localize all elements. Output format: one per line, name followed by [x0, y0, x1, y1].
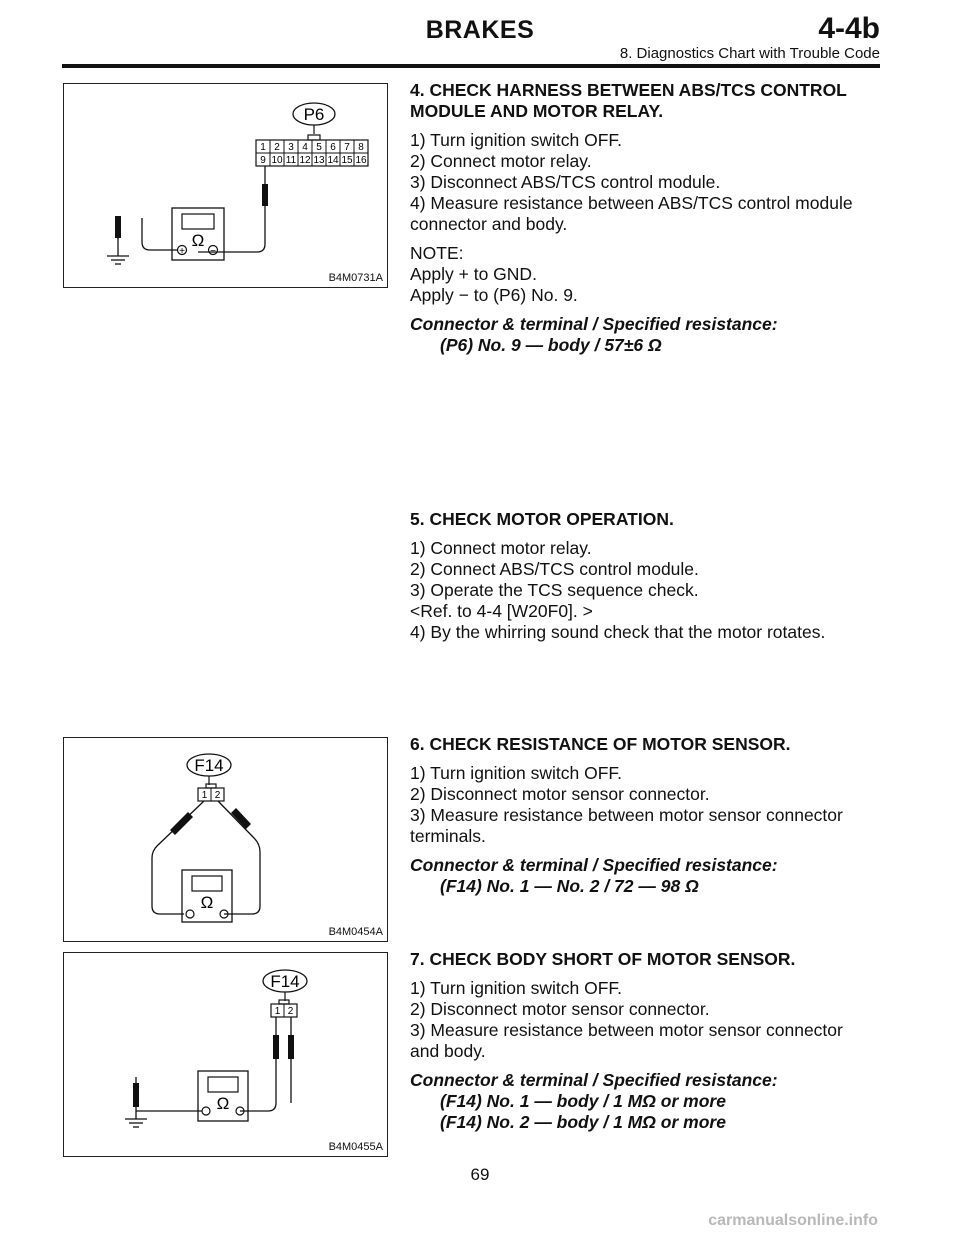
minus-terminal: −	[210, 246, 216, 257]
spec-title: Connector & terminal / Specified resistance:	[410, 314, 778, 334]
section-5-heading: 5. CHECK MOTOR OPERATION.	[410, 509, 674, 529]
header-title: BRAKES	[425, 16, 535, 44]
step: 3) Measure resistance between motor sensor connector	[410, 805, 843, 825]
step: 1) Connect motor relay.	[410, 538, 592, 558]
step: 1) Turn ignition switch OFF.	[410, 763, 623, 783]
connector-label-f14: F14	[270, 972, 300, 991]
pin-7: 7	[344, 142, 350, 153]
ohm-symbol: Ω	[191, 231, 205, 250]
connector-label-f14: F14	[194, 756, 224, 775]
header-rule	[62, 64, 880, 68]
pin-4: 4	[302, 142, 308, 153]
section-4-heading: 4. CHECK HARNESS BETWEEN ABS/TCS CONTROL MODULE AND MOTOR RELAY.	[410, 80, 847, 121]
step: 2) Disconnect motor sensor connector.	[410, 999, 710, 1019]
pin-10: 10	[271, 155, 283, 166]
pin-2: 2	[287, 1006, 294, 1017]
step: and body.	[410, 1041, 486, 1061]
pin-1: 1	[260, 142, 266, 153]
reference: <Ref. to 4-4 [W20F0]. >	[410, 601, 593, 621]
ohm-symbol: Ω	[200, 893, 214, 912]
connector-label-p6: P6	[303, 105, 325, 124]
spec-line: (F14) No. 1 — No. 2 / 72 — 98 Ω	[440, 876, 699, 896]
section-7	[410, 949, 880, 1133]
harness-diagram-f14-b	[64, 953, 387, 1156]
pin-3: 3	[288, 142, 294, 153]
figure-f14-resistance	[63, 737, 388, 942]
figure-caption: B4M0454A	[328, 926, 383, 938]
pin-15: 15	[341, 155, 353, 166]
note-line: Apply − to (P6) No. 9.	[410, 285, 578, 305]
step: 2) Connect motor relay.	[410, 151, 592, 171]
pin-2: 2	[274, 142, 280, 153]
spec-line: (F14) No. 1 — body / 1 MΩ or more	[440, 1091, 726, 1111]
step: 1) Turn ignition switch OFF.	[410, 130, 623, 150]
step: 2) Connect ABS/TCS control module.	[410, 559, 699, 579]
harness-diagram-p6	[64, 84, 387, 287]
step: 3) Disconnect ABS/TCS control module.	[410, 172, 721, 192]
spec-title: Connector & terminal / Specified resistance:	[410, 1070, 778, 1090]
note-line: Apply + to GND.	[410, 264, 537, 284]
section-7-heading: 7. CHECK BODY SHORT OF MOTOR SENSOR.	[410, 949, 796, 969]
pin-5: 5	[316, 142, 322, 153]
step: 2) Disconnect motor sensor connector.	[410, 784, 710, 804]
section-6-heading: 6. CHECK RESISTANCE OF MOTOR SENSOR.	[410, 734, 791, 754]
spec-title: Connector & terminal / Specified resistance:	[410, 855, 778, 875]
pin-9: 9	[260, 155, 266, 166]
page-number: 69	[470, 1165, 490, 1184]
step: 1) Turn ignition switch OFF.	[410, 978, 623, 998]
pin-14: 14	[327, 155, 339, 166]
pin-12: 12	[299, 155, 311, 166]
step: 3) Measure resistance between motor sensor connector	[410, 1020, 843, 1040]
pin-8: 8	[358, 142, 364, 153]
step: 4) Measure resistance between ABS/TCS control module	[410, 193, 853, 213]
pin-1: 1	[201, 790, 208, 801]
section-5	[410, 509, 880, 643]
pin-1: 1	[274, 1006, 281, 1017]
watermark: carmanualsonline.info	[708, 1212, 878, 1229]
pin-11: 11	[285, 155, 297, 166]
pin-16: 16	[355, 155, 367, 166]
ohm-symbol: Ω	[216, 1094, 230, 1113]
figure-f14-body-short	[63, 952, 388, 1157]
spec-line: (F14) No. 2 — body / 1 MΩ or more	[440, 1112, 726, 1132]
step: 3) Operate the TCS sequence check.	[410, 580, 699, 600]
pin-6: 6	[330, 142, 336, 153]
pin-2: 2	[214, 790, 221, 801]
figure-caption: B4M0455A	[328, 1141, 383, 1153]
figure-caption: B4M0731A	[328, 272, 383, 284]
header-subtitle: 8. Diagnostics Chart with Trouble Code	[619, 45, 880, 62]
step: terminals.	[410, 826, 486, 846]
plus-terminal: +	[179, 246, 185, 257]
figure-p6-harness	[63, 83, 388, 288]
spec-line: (P6) No. 9 — body / 57±6 Ω	[440, 335, 662, 355]
harness-diagram-f14-a	[64, 738, 387, 941]
section-4	[410, 80, 880, 356]
step: connector and body.	[410, 214, 568, 234]
note-label: NOTE:	[410, 243, 464, 263]
step: 4) By the whirring sound check that the motor rotates.	[410, 622, 826, 642]
section-6	[410, 734, 880, 897]
section-code: 4-4b	[818, 12, 880, 45]
pin-13: 13	[313, 155, 325, 166]
